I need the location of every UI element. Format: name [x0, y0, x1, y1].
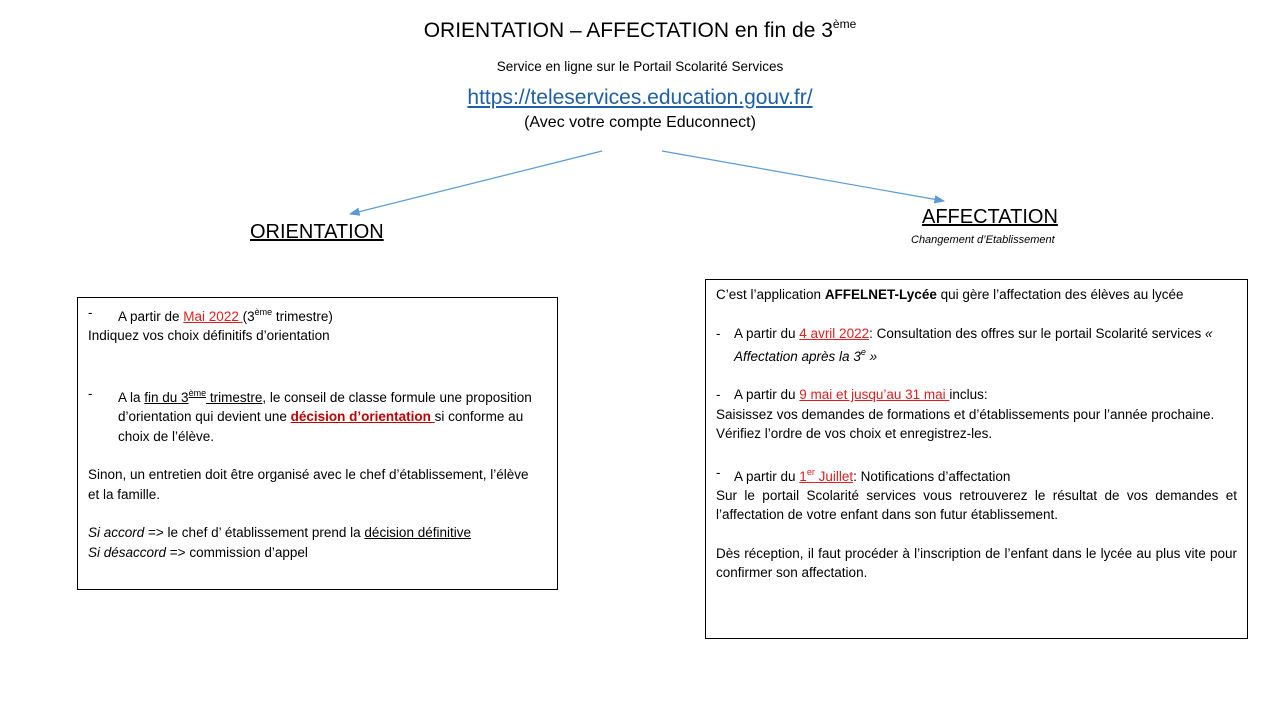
date-mai-2022: Mai 2022 — [183, 309, 243, 324]
affectation-bullet-1: - A partir du 4 avril 2022: Consultation des offres sur le portail Scolarité services « Affectation après la 3e » — [716, 324, 1237, 367]
bullet-dash: - — [716, 387, 721, 403]
bullet-dash: - — [716, 325, 721, 341]
affectation-box — [705, 279, 1248, 639]
date-1er-juillet: 1er Juillet — [799, 466, 854, 484]
orientation-box — [77, 297, 558, 590]
accord-line: Si accord => le chef d’ établissement prend la décision définitive — [88, 525, 471, 541]
educonnect-note: (Avec votre compte Educonnect) — [524, 114, 756, 131]
decision-orientation: décision d’orientation — [290, 409, 435, 425]
affelnet-intro: C’est l’application AFFELNET-Lycée qui gère l’affectation des élèves au lycée — [716, 287, 1184, 302]
entretien-text: Sinon, un entretien doit être organisé avec le chef d’établissement, l’élève et la famille. — [88, 467, 529, 502]
inscription-text: Dès réception, il faut procéder à l’inscription de l’enfant dans le lycée au plus vite pour confirmer son affectation. — [716, 545, 1237, 581]
bullet-dash: - — [716, 464, 721, 480]
bullet-dash: - — [88, 305, 93, 320]
orientation-choice-text: Indiquez vos choix définitifs d’orientation — [88, 328, 330, 344]
arrow-to-affectation — [662, 151, 944, 201]
orientation-heading: ORIENTATION — [250, 221, 384, 243]
verification-text: Vérifiez l’ordre de vos choix et enregistrez-les. — [716, 426, 993, 442]
saisie-text: Saisissez vos demandes de formations et d’établissements pour l’année prochaine. — [716, 406, 1215, 422]
resultat-text: Sur le portail Scolarité services vous retrouverez le résultat de vos demandes et l’affectation de votre enfant dans son futur établissement. — [716, 487, 1237, 523]
desaccord-line: Si désaccord => commission d’appel — [88, 544, 308, 560]
affectation-bullet-3: - A partir du 1er Juillet: Notifications d’affectation — [716, 463, 1237, 486]
orientation-bullet-2: - A la fin du 3ème trimestre, le conseil de classe formule une proposition d’orientation qui devient une décision d’orientation si conforme au choix de l’élève. — [88, 384, 537, 446]
bullet-dash: - — [88, 386, 93, 402]
date-4-avril-2022: 4 avril 2022 — [799, 325, 870, 341]
page-subtitle: Service en ligne sur le Portail Scolarité Services — [496, 59, 784, 74]
orientation-bullet-1: - A partir de Mai 2022 (3ème trimestre) — [88, 303, 537, 326]
affectation-subheading: Changement d’Etablissement — [911, 234, 1055, 246]
page-title: ORIENTATION – AFFECTATION en fin de 3ème — [423, 17, 857, 42]
date-9-31-mai: 9 mai et jusqu’au 31 mai — [799, 387, 950, 403]
affectation-bullet-2: - A partir du 9 mai et jusqu’au 31 mai inclus: — [716, 385, 1237, 404]
teleservices-link[interactable]: https://teleservices.education.gouv.fr/ — [467, 86, 813, 109]
affectation-heading: AFFECTATION — [922, 206, 1058, 228]
arrow-to-orientation — [350, 151, 602, 214]
